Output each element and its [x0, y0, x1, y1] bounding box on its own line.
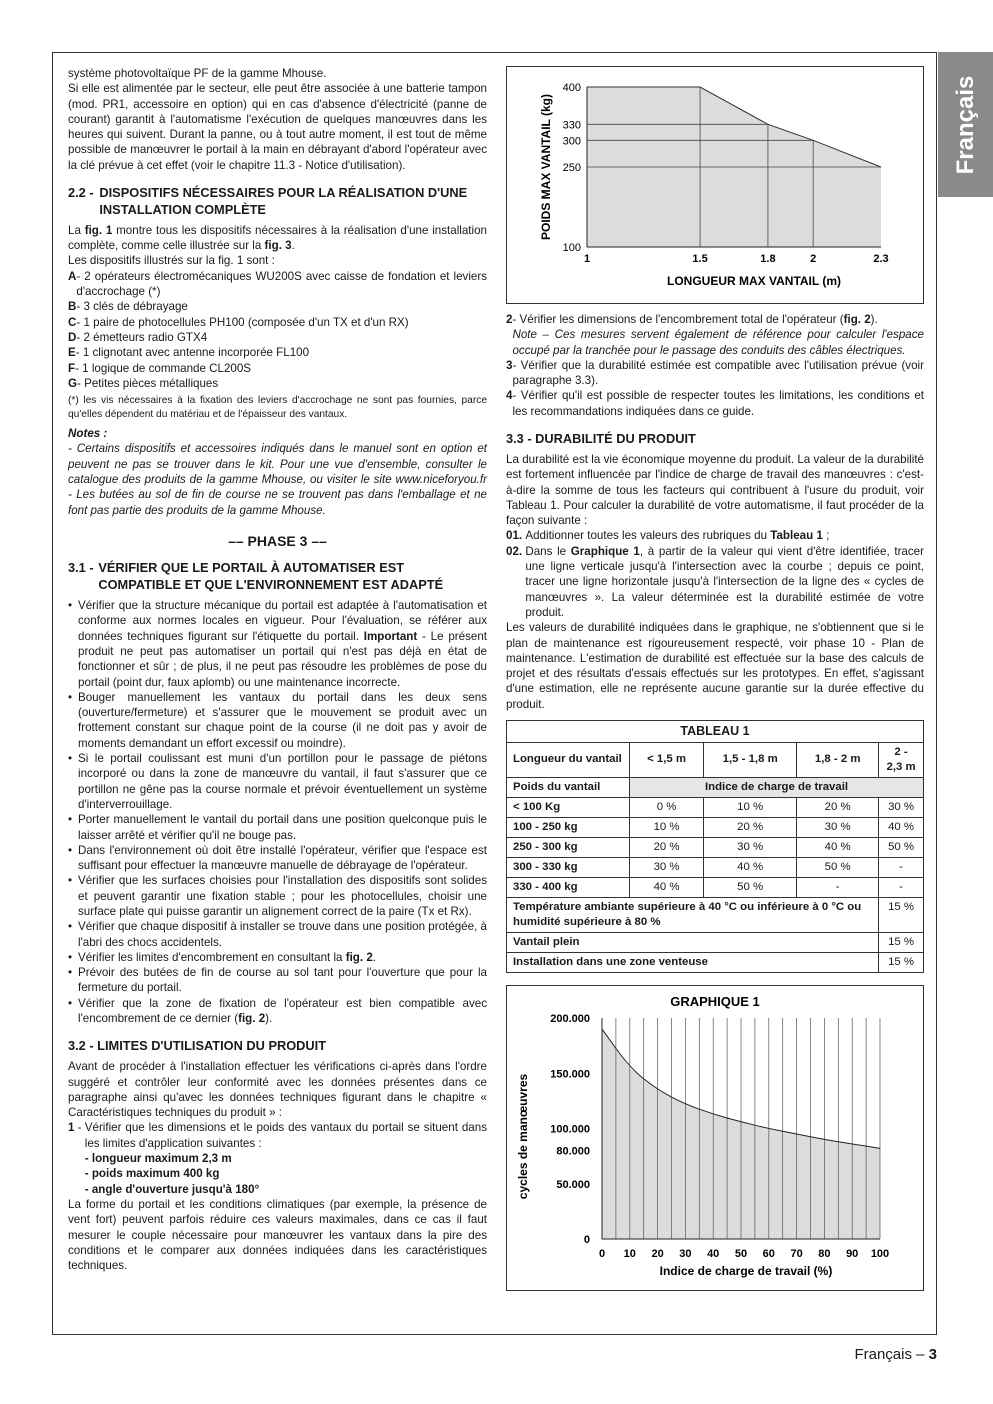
s33-paragraph-2: Les valeurs de durabilité indiquées dans le graphique, ne s'obtiennent que si le plan de maintenance est rigoureusement respecté, voir phase 10 - Plan de maintenance. L'estimation de durabilité est effectuée sur la base des calculs de projet et des résultats d'essais effectués sur les prototypes. En effet, s'agissant d'une estimation, elle ne représente aucune garantie sur la durée effective du produit.: [506, 621, 924, 711]
notes-title: Notes :: [68, 427, 108, 441]
footer-language: Français –: [854, 1346, 929, 1363]
limits-x-tick-label: 1.8: [760, 253, 776, 265]
limits-x-tick-label: 2: [810, 253, 817, 265]
limits-y-axis-label: POIDS MAX VANTAIL (kg): [539, 93, 553, 241]
table-header-row: Longueur du vantail < 1,5 m 1,5 - 1,8 m 1,8 - 2 m 2 - 2,3 m: [507, 742, 924, 777]
graph-1-y-tick-label: 150.000: [550, 1068, 590, 1081]
table-row: 300 - 330 kg 30 % 40 % 50 % -: [507, 857, 924, 877]
check-item: • Vérifier que les surfaces choisies pour l'installation des dispositifs sont solides et peuvent garantir une fixation stable ; pour les photocellules, choisir une surface plate qui puisse garantir un alignement correct de la paire (Tx et Rx).: [68, 874, 487, 918]
section-3-2-heading: 3.2 - LIMITES D'UTILISATION DU PRODUIT: [68, 1038, 327, 1054]
limits-y-tick-label: 250: [562, 162, 581, 174]
table-row: < 100 Kg 0 % 10 % 20 % 30 %: [507, 797, 924, 817]
section-title: VÉRIFIER QUE LE PORTAIL À AUTOMATISER EST COMPATIBLE ET QUE L'ENVIRONNEMENT EST ADAPTÉ: [98, 560, 444, 593]
graph-1-x-tick-label: 10: [623, 1248, 636, 1261]
section-number: 2.2 -: [68, 185, 94, 201]
s22-paragraph-2: Les dispositifs illustrés sur la fig. 1 sont :: [68, 254, 275, 268]
graph-1-title: GRAPHIQUE 1: [670, 994, 760, 1010]
section-title: DISPOSITIFS NÉCESSAIRES POUR LA RÉALISATION D'UNE INSTALLATION COMPLÈTE: [99, 185, 468, 217]
table-subheader-row: Poids du vantail Indice de charge de travail: [507, 777, 924, 797]
footnote: (*) les vis nécessaires à la fixation des leviers d'accrochage ne sont pas fournies, parce qu'elles dépendent du matériau et de l'épaisseur des vantaux.: [68, 395, 487, 420]
s33-step-01: 01. Additionner toutes les valeurs des rubriques du Tableau 1 ;: [506, 529, 830, 543]
graph-1-x-tick-label: 0: [598, 1248, 606, 1261]
graph-1-x-tick-label: 100: [870, 1248, 890, 1261]
graph-1-y-tick-label: 80.000: [556, 1145, 590, 1158]
section-3-3-heading: 3.3 - DURABILITÉ DU PRODUIT: [506, 431, 696, 447]
notes-text: - Certains dispositifs et accessoires indiqués dans le manuel sont en option et peuvent ne pas se trouver dans le kit. Pour une vue d'ensemble, consulter le catalogue des produits de la gamme Mhouse, ou visiter le site www.niceforyou.fr - Les butées au sol de fin de course ne se trouvent pas dans l'emballage et ne font pas partie des produits de la gamme Mhouse.: [68, 442, 487, 517]
limit-angle: - angle d'ouverture jusqu'à 180°: [84, 1182, 260, 1196]
check-item: • Prévoir des butées de fin de course au sol tant pour l'ouverture que pour la fermeture du portail.: [68, 966, 487, 995]
graph-1-x-tick-label: 20: [651, 1248, 664, 1261]
intro-paragraph: Si elle est alimentée par le secteur, elle peut être associée à une batterie tampon (mod. PR1, accessoire en option) qui en cas d'absence d'électricité (panne de courant) garantit à l'automatisme l'exécution de quelques manœuvres dans les heures qui suivent. Durant la panne, ou à tout autre moment, il est tout de même possible de manœuvrer le portail à la main en débrayant d'abord l'opérateur avec la clé prévue à cet effet (voir le chapitre 11.3 - Notice d'utilisation).: [68, 82, 487, 172]
page-number: 3: [928, 1346, 937, 1363]
s33-paragraph-1: La durabilité est la vie économique moyenne du produit. La valeur de la durabilité est fortement influencée par l'indice de charge de travail des manœuvres : c'est-à-dire la somme de tous les facteurs qui contribuent à l'usure du produit, voir Tableau 1. Pour calculer la durabilité de votre automatisme, il faut procéder de la façon suivante :: [506, 452, 924, 528]
graph-1-x-tick-label: 50: [734, 1248, 748, 1261]
check-item: • Bouger manuellement les vantaux du portail dans les deux sens (ouverture/fermeture) et s'assurer que le mouvement se produit avec un frottement constant sur chaque point de la course (il ne doit pas y avoir de moments demandant un effort excessif ou moindre).: [68, 690, 487, 750]
limits-x-tick-label: 1.5: [692, 253, 708, 265]
graph-1-y-tick-label: 0: [583, 1234, 590, 1247]
table-row: 100 - 250 kg 10 % 20 % 30 % 40 %: [507, 817, 924, 837]
page-footer: [854, 1345, 937, 1365]
graph-1-x-tick-label: 80: [818, 1248, 831, 1261]
graph-1-x-tick-label: 30: [679, 1248, 692, 1261]
limits-x-tick-label: 2.3: [873, 253, 889, 265]
device-item: E - 1 clignotant avec antenne incorporée FL100: [68, 346, 310, 360]
limits-y-tick-label: 330: [562, 119, 581, 132]
table-row: Température ambiante supérieure à 40 °C ou inférieure à 0 °C ou humidité supérieure à 80 % 15 %: [507, 897, 924, 932]
left-column: [68, 66, 487, 1273]
graph-1-y-tick-label: 50.000: [556, 1178, 590, 1191]
language-tab-label: Français: [951, 75, 979, 174]
check-item: • Dans l'environnement où doit être installé l'opérateur, vérifier que l'espace est suffisant pour effectuer la manœuvre manuelle de débrayage de l'opérateur.: [68, 843, 487, 873]
step-2-note: Note – Ces mesures servent également de référence pour calculer l'espace occupé par la tranchée pour le passage des conduits des câbles électriques.: [512, 328, 924, 357]
limits-y-tick-label: 300: [562, 135, 581, 148]
graph-1-x-tick-label: 70: [790, 1248, 803, 1261]
limit-length: - longueur maximum 2,3 m: [84, 1152, 232, 1166]
table-row: Installation dans une zone venteuse 15 %: [507, 953, 924, 973]
section-2-2-heading: [68, 185, 487, 219]
graph-1-box: [506, 985, 924, 1291]
table-title: TABLEAU 1: [507, 721, 924, 743]
step-3: 3 - Vérifier que la durabilité estimée est compatible avec l'utilisation prévue (voir paragraphe 3.3).: [506, 358, 924, 388]
step-4: 4 - Vérifier qu'il est possible de respecter toutes les limitations, les conditions et les recommandations indiquées dans ce guide.: [506, 389, 924, 418]
device-item: B - 3 clés de débrayage: [68, 300, 188, 314]
language-tab: [938, 52, 993, 197]
s32-step-1: 1 - Vérifier que les dimensions et le poids des vantaux du portail se situent dans les limites d'application suivantes : - longueur maximum 2,3 m - poids maximum 400 kg - angle d'ouverture jusqu'à 180°: [68, 1121, 487, 1196]
intro-line-1: système photovoltaïque PF de la gamme Mhouse.: [68, 67, 327, 80]
graph-1-chart: [507, 986, 923, 1290]
device-item: F - 1 logique de commande CL200S: [68, 361, 252, 375]
check-item: • Vérifier que chaque dispositif à installer se trouve dans une position protégée, à l'abri des chocs accidentels.: [68, 920, 487, 949]
device-item: C - 1 paire de photocellules PH100 (composée d'un TX et d'un RX): [68, 315, 409, 329]
section-3-1-heading: [68, 560, 487, 594]
device-item: A - 2 opérateurs électromécaniques WU200S avec caisse de fondation et leviers d'accrochage (*): [68, 269, 487, 299]
s32-paragraph-1: Avant de procéder à l'installation effectuer les vérifications ci-après dans l'ordre suggéré et contrôler leur conformité avec les données présentes dans ce paragraphe ainsi qu'avec les données techniques figurant dans le chapitre « Caractéristiques techniques du produit » :: [68, 1060, 487, 1120]
graph-1-y-tick-label: 200.000: [550, 1013, 590, 1026]
s32-paragraph-2: La forme du portail et les conditions climatiques (par exemple, la présence de vent fort) peuvent parfois réduire ces valeurs maximales, dans ce cas il faut mesurer le couple nécessaire pour manœuvrer les vantaux dans la pire des conditions et le comparer aux données indiquées dans les caractéristiques techniques.: [68, 1197, 487, 1273]
limit-weight: - poids maximum 400 kg: [84, 1167, 220, 1181]
graph-1-x-tick-label: 40: [707, 1248, 720, 1261]
table-row: Vantail plein 15 %: [507, 932, 924, 952]
check-list: [68, 598, 487, 1026]
limits-y-tick-label: 100: [562, 242, 581, 254]
table-1: [506, 720, 924, 973]
graph-1-x-tick-label: 90: [846, 1248, 859, 1261]
graph-1-x-tick-label: 60: [762, 1248, 775, 1261]
graph-1-y-tick-label: 100.000: [550, 1123, 590, 1136]
check-item: • Porter manuellement le vantail du portail dans une position quelconque puis le laisser arrêté et vérifier qu'il ne bouge pas.: [68, 813, 487, 842]
step-2: 2 - Vérifier les dimensions de l'encombrement total de l'opérateur (fig. 2). Note – Ces mesures servent également de référence pour calculer l'espace occupé par la tranchée pour le passage des conduits des câbles électriques.: [506, 313, 924, 357]
limits-chart: [507, 67, 923, 303]
limits-x-axis-label: LONGUEUR MAX VANTAIL (m): [667, 274, 841, 288]
device-item: G - Petites pièces métalliques: [68, 376, 219, 390]
device-list: [68, 269, 487, 391]
graph-1-y-axis-label: cycles de manœuvres: [516, 1073, 530, 1200]
graph-1-x-axis-label: Indice de charge de travail (%): [659, 1264, 833, 1279]
table-row: 330 - 400 kg 40 % 50 % - -: [507, 877, 924, 897]
table-row: 250 - 300 kg 20 % 30 % 40 % 50 %: [507, 837, 924, 857]
right-column: [506, 66, 924, 1291]
check-item: • Vérifier que la structure mécanique du portail est adaptée à l'automatisation et conforme aux normes locales en vigueur. Pour l'évaluation, se référer aux données techniques figurant sur l'étiquette du portail. Important - Le présent produit ne peut pas automatiser un portail qui n'est pas déjà en état de fonctionner et sûr ; de plus, il ne peut pas résoudre les problèmes de pose du portail (point dur, faux aplomb) ou une maintenance incorrecte.: [68, 599, 487, 689]
limits-y-tick-label: 400: [562, 82, 581, 94]
s33-step-02: 02. Dans le Graphique 1, à partir de la valeur qui vient d'être identifiée, tracer une ligne verticale jusqu'à l'intersection avec la courbe ; depuis ce point, tracer une ligne horizontale jusqu'à l'intersection de la ligne des « cycles de manœuvres ». La valeur déterminée est la durabilité estimée de votre produit.: [506, 544, 924, 619]
check-item: • Si le portail coulissant est muni d'un portillon pour le passage de piétons incorporé ou dans la zone de manœuvre du vantail, il faut s'assurer que ce portillon ne gêne pas la course normale et prévoir éventuellement un système d'interverrouillage.: [68, 752, 487, 811]
phase-heading: –– PHASE 3 ––: [228, 532, 327, 549]
device-item: D - 2 émetteurs radio GTX4: [68, 330, 208, 344]
check-item: • Vérifier que la zone de fixation de l'opérateur est bien compatible avec l'encombrement de ce dernier (fig. 2).: [68, 996, 487, 1026]
s22-paragraph-1: La fig. 1 montre tous les dispositifs nécessaires à la réalisation d'une installation complète, comme celle illustrée sur la fig. 3.: [68, 223, 487, 253]
section-number: 3.1 -: [68, 560, 94, 576]
limits-x-tick-label: 1: [583, 253, 591, 265]
limits-chart-box: [506, 66, 924, 304]
check-item: • Vérifier les limites d'encombrement en consultant la fig. 2.: [68, 950, 377, 964]
